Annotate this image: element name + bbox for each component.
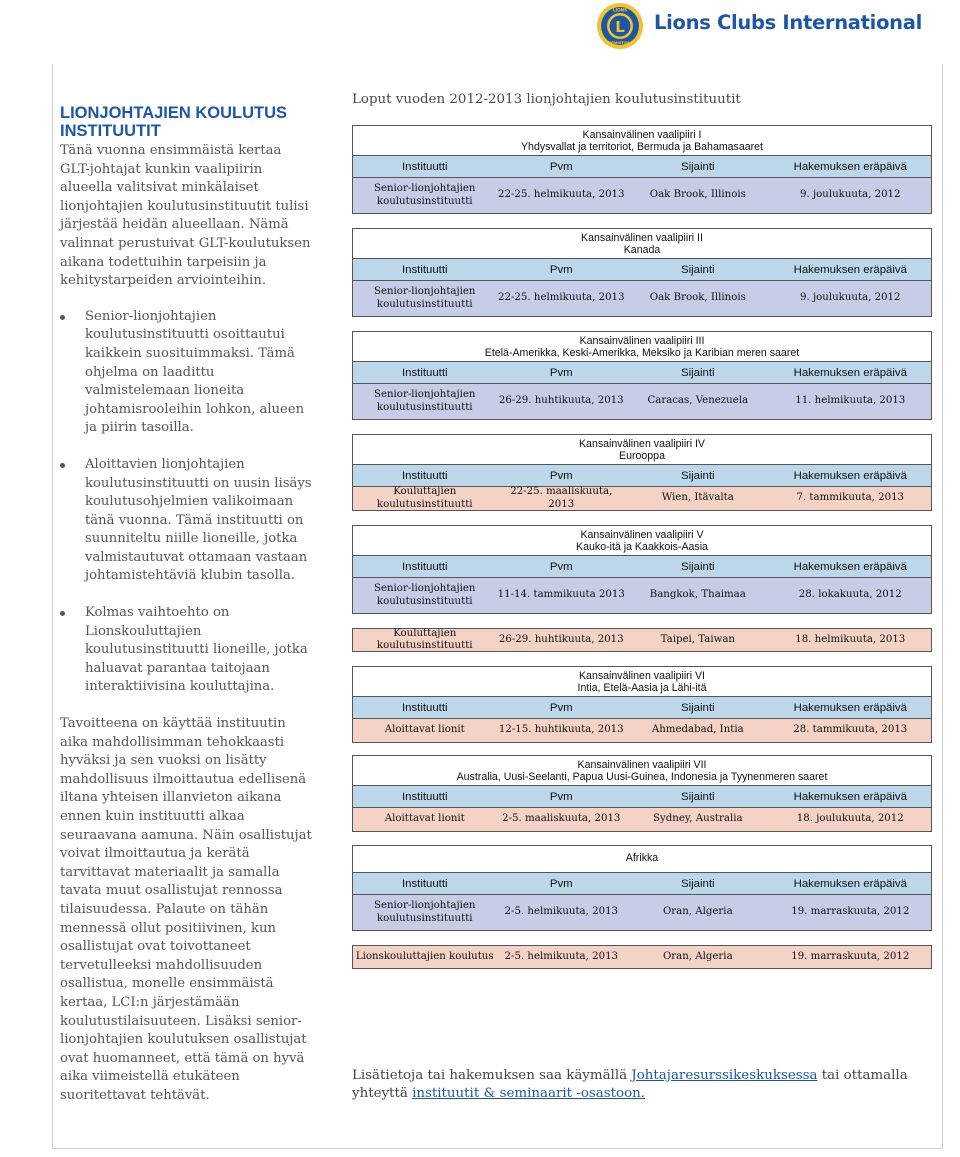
date-cell: 11-14. tammikuuta 2013	[497, 589, 625, 601]
institute-line: koulutusinstituutti	[376, 195, 473, 207]
column-header: Hakemuksen eräpäivä	[793, 877, 907, 890]
logo-text-top: LIONS	[612, 7, 628, 13]
deadline-cell: 19. marraskuuta, 2012	[791, 950, 910, 962]
column-header-row	[353, 785, 931, 807]
column-header: Hakemuksen eräpäivä	[793, 560, 907, 573]
deadline-cell: 18. joulukuuta, 2012	[796, 813, 904, 825]
institute-line: Aloittavat lionit	[384, 813, 465, 825]
institute-line: Senior-lionjohtajien	[373, 389, 476, 400]
location-cell: Caracas, Venezuela	[647, 395, 749, 407]
institute-cell	[353, 286, 497, 311]
institute-line: koulutusinstituutti	[376, 912, 473, 924]
bullet-item	[60, 604, 315, 697]
column-header: Sijainti	[681, 366, 715, 379]
institute-cell	[353, 813, 497, 826]
region-name	[353, 846, 931, 872]
column-header-row	[353, 696, 931, 718]
deadline-cell: 9. joulukuuta, 2012	[800, 189, 901, 201]
date-cell: 2-5. maaliskuuta, 2013	[502, 813, 621, 825]
region-name-line: Yhdysvallat ja territoriot, Bermuda ja Bahamasaaret	[520, 141, 763, 153]
right-column	[352, 92, 932, 969]
column-header-row	[353, 361, 931, 383]
column-header: Pvm	[549, 469, 573, 482]
region-name-line: Kansainvälinen vaalipiiri II	[581, 232, 703, 244]
institute-line: Kouluttajien koulutusinstituutti	[376, 486, 473, 510]
column-header: Hakemuksen eräpäivä	[793, 160, 907, 173]
column-header: Hakemuksen eräpäivä	[793, 701, 907, 714]
region-block	[352, 228, 932, 317]
column-header-row	[353, 464, 931, 486]
bullet-icon	[60, 315, 65, 320]
table-row	[352, 281, 932, 317]
column-header: Instituutti	[401, 469, 448, 482]
column-header: Pvm	[549, 790, 573, 803]
region-name	[353, 126, 931, 155]
region-header	[352, 666, 932, 719]
deadline-cell: 9. joulukuuta, 2012	[800, 292, 901, 304]
institute-line: Kouluttajien koulutusinstituutti	[376, 627, 473, 651]
left-outro: Tavoitteena on käyttää instituutin aika mahdollisimman tehokkaasti hyväksi ja sen vuoksi on lisätty mahdollisuus ilmoittautua edellisenä iltana yhteisen illanvieton aikana ennen kuin instituutti alkaa seuraavana aamuna. Näin osallistujat voivat ilmoittautua ja kerätä tarvittavat materiaalit ja samalla tavata muut osallistujat rennossa tilaisuudessa. Palaute on tähän mennessä ollut positiivinen, kun osallistujat ovat toivottaneet tervetulleeksi mahdollisuuden osallistua, monelle ensimmäistä kertaa, LCI:n järjestämään koulutustilaisuuteen. Lisäksi senior-lionjohtajien koulutuksen osallistujat ovat huomanneet, että tämä on hyvä aika viimeistellä etukäteen suoritettavat tehtävät.	[60, 716, 312, 1103]
column-header: Hakemuksen eräpäivä	[793, 263, 907, 276]
column-header: Sijainti	[681, 160, 715, 173]
deadline-cell: 7. tammikuuta, 2013	[796, 492, 905, 504]
region-name	[353, 229, 931, 258]
location-cell: Bangkok, Thaimaa	[649, 589, 746, 601]
location-cell: Oran, Algeria	[662, 950, 733, 962]
date-cell: 26-29. huhtikuuta, 2013	[498, 633, 624, 645]
location-cell: Sydney, Australia	[653, 813, 743, 825]
region-name-line: Kansainvälinen vaalipiiri V	[580, 529, 704, 541]
institute-line: Senior-lionjohtajien	[373, 286, 476, 297]
location-cell: Taipei, Taiwan	[660, 633, 735, 645]
institute-cell	[353, 951, 497, 964]
institute-cell	[353, 900, 497, 925]
region-name-line: Kanada	[623, 244, 661, 256]
region-block	[352, 845, 932, 969]
institute-line: koulutusinstituutti	[376, 595, 473, 607]
region-name-line: Kansainvälinen vaalipiiri I	[582, 129, 702, 141]
row-spacer	[352, 614, 932, 628]
schedule-title: Loput vuoden 2012-2013 lionjohtajien koulutusinstituutit	[352, 92, 741, 107]
region-name	[353, 756, 931, 785]
institute-line: Lionskouluttajien koulutus	[355, 950, 494, 962]
institute-line: Aloittavat lionit	[384, 724, 465, 736]
bullet-text: Senior-lionjohtajien koulutusinstituutti osoittautui kaikkein suosituimmaksi. Tämä ohjelma on laadittu valmistelemaan lioneita johtamisrooleihin lohkon, alueen ja piirin tasoilla.	[85, 308, 305, 436]
left-column	[60, 104, 315, 1106]
deadline-cell: 18. helmikuuta, 2013	[795, 633, 906, 645]
table-row	[352, 945, 932, 969]
column-header: Instituutti	[401, 790, 448, 803]
institute-cell	[353, 183, 497, 208]
date-cell: 12-15. huhtikuuta, 2013	[498, 724, 624, 736]
region-name	[353, 435, 931, 464]
date-cell: 2-5. helmikuuta, 2013	[504, 906, 619, 918]
region-name-line: Kansainvälinen vaalipiiri VI	[578, 670, 706, 682]
region-header	[352, 845, 932, 895]
region-header	[352, 125, 932, 178]
region-header	[352, 434, 932, 487]
region-block	[352, 434, 932, 511]
column-header: Sijainti	[681, 701, 715, 714]
column-header: Sijainti	[681, 469, 715, 482]
brand-name: Lions Clubs International	[654, 11, 922, 34]
region-block	[352, 755, 932, 832]
bullet-item	[60, 456, 315, 586]
region-header	[352, 228, 932, 281]
deadline-cell: 28. tammikuuta, 2013	[793, 724, 908, 736]
table-row	[352, 487, 932, 511]
deadline-cell: 28. lokakuuta, 2012	[798, 589, 902, 601]
table-row	[352, 895, 932, 931]
institute-line: Senior-lionjohtajien	[373, 900, 476, 911]
column-header: Hakemuksen eräpäivä	[793, 790, 907, 803]
column-header: Pvm	[549, 263, 573, 276]
column-header: Hakemuksen eräpäivä	[793, 366, 907, 379]
column-header-row	[353, 258, 931, 280]
page-header	[0, 0, 960, 50]
column-header: Instituutti	[401, 366, 448, 379]
column-header: Hakemuksen eräpäivä	[793, 469, 907, 482]
table-row	[352, 384, 932, 420]
institute-line: Senior-lionjohtajien	[373, 583, 476, 594]
leadership-resource-link[interactable]: Johtajaresurssikeskuksessa	[631, 1068, 818, 1083]
date-cell: 22-25. helmikuuta, 2013	[498, 292, 625, 304]
column-header: Sijainti	[681, 790, 715, 803]
region-name-line: Kansainvälinen vaalipiiri III	[579, 335, 705, 347]
column-header: Pvm	[549, 877, 573, 890]
location-cell: Wien, Itävalta	[661, 492, 734, 504]
column-header: Sijainti	[681, 560, 715, 573]
date-cell: 26-29. huhtikuuta, 2013	[498, 395, 624, 407]
institute-cell	[353, 389, 497, 414]
table-row	[352, 628, 932, 652]
institute-line: koulutusinstituutti	[376, 401, 473, 413]
footer-text-2: tai ottamalla yhteyttä	[352, 1068, 908, 1101]
region-block	[352, 525, 932, 652]
bullet-icon	[60, 611, 65, 616]
region-name	[353, 526, 931, 555]
row-spacer	[352, 931, 932, 945]
region-name-line: Kansainvälinen vaalipiiri IV	[578, 438, 706, 450]
bullet-icon	[60, 463, 65, 468]
column-header: Instituutti	[401, 560, 448, 573]
region-header	[352, 331, 932, 384]
bullet-text: Kolmas vaihtoehto on Lionskouluttajien koulutusinstituutti lioneille, jotka haluavat parantaa taitojaan interaktiivisina kouluttajina.	[85, 605, 308, 695]
column-header-row	[353, 555, 931, 577]
bullet-item	[60, 308, 315, 438]
region-name-line: Kauko-itä ja Kaakkois-Aasia	[576, 541, 708, 553]
logo-text-bottom: INTERNATIONAL	[604, 41, 636, 45]
region-block	[352, 125, 932, 214]
column-header: Instituutti	[401, 160, 448, 173]
column-header-row	[353, 155, 931, 177]
deadline-cell: 11. helmikuuta, 2013	[795, 395, 906, 407]
region-tables	[352, 125, 932, 969]
location-cell: Oak Brook, Illinois	[649, 292, 746, 304]
date-cell: 22-25. helmikuuta, 2013	[498, 189, 625, 201]
region-name-line: Afrikka	[625, 852, 659, 864]
footer-text-1: Lisätietoja tai hakemuksen saa käymällä	[352, 1068, 628, 1083]
deadline-cell: 19. marraskuuta, 2012	[791, 906, 910, 918]
bullet-text: Aloittavien lionjohtajien koulutusinstituutti on uusin lisäys koulutusohjelmien valikoimaan tänä vuonna. Tämä instituutti on suunniteltu niille lioneille, jotka valmistautuvat ottamaan vastaan johtamistehtäviä klubin tasolla.	[85, 456, 312, 584]
column-header: Pvm	[549, 366, 573, 379]
table-row	[352, 578, 932, 614]
region-block	[352, 666, 932, 743]
location-cell: Oran, Algeria	[662, 906, 733, 918]
table-row	[352, 178, 932, 214]
institute-cell	[353, 724, 497, 737]
footer-text	[352, 1067, 912, 1103]
table-row	[352, 808, 932, 832]
lions-logo	[596, 2, 644, 50]
date-cell: 22-25. maaliskuuta, 2013	[510, 486, 613, 510]
column-header: Sijainti	[681, 877, 715, 890]
region-name-line: Eurooppa	[619, 450, 665, 462]
institutes-seminars-link[interactable]: instituutit & seminaarit -osastoon.	[412, 1086, 646, 1101]
location-cell: Oak Brook, Illinois	[649, 189, 746, 201]
region-header	[352, 755, 932, 808]
location-cell: Ahmedabad, Intia	[651, 724, 744, 736]
column-header: Pvm	[549, 160, 573, 173]
bottom-border	[52, 1148, 943, 1149]
logo-letter: L	[615, 18, 625, 36]
left-intro: Tänä vuonna ensimmäistä kertaa GLT-johtajat kunkin vaalipiirin alueella valitsivat minkälaiset lionjohtajien koulutusinstituutit tulisi järjestää heidän alueellaan. Nämä valinnat perustuivat GLT-koulutuksen aikana todettuihin tarpeisiin ja kehitystarpeiden arviointeihin.	[60, 143, 311, 289]
region-block	[352, 331, 932, 420]
left-border	[52, 64, 53, 1149]
bullet-list	[60, 308, 315, 697]
column-header: Pvm	[549, 701, 573, 714]
right-border	[942, 64, 943, 1149]
column-header: Instituutti	[401, 701, 448, 714]
region-name	[353, 667, 931, 696]
institute-line: koulutusinstituutti	[376, 298, 473, 310]
region-name	[353, 332, 931, 361]
institute-cell	[353, 486, 497, 511]
region-name-line: Kansainvälinen vaalipiiri VII	[577, 759, 707, 771]
region-name-line: Intia, Etelä-Aasia ja Lähi-itä	[577, 682, 707, 694]
region-name-line: Australia, Uusi-Seelanti, Papua Uusi-Guinea, Indonesia ja Tyynenmeren saaret	[456, 771, 828, 783]
table-row	[352, 719, 932, 743]
column-header: Instituutti	[401, 877, 448, 890]
institute-line: Senior-lionjohtajien	[373, 183, 476, 194]
institute-cell	[353, 628, 497, 653]
region-header	[352, 525, 932, 578]
date-cell: 2-5. helmikuuta, 2013	[504, 950, 619, 962]
left-title: LIONJOHTAJIEN KOULUTUS INSTITUUTIT	[60, 104, 288, 140]
column-header: Pvm	[549, 560, 573, 573]
column-header-row	[353, 872, 931, 894]
column-header: Sijainti	[681, 263, 715, 276]
region-name-line: Etelä-Amerikka, Keski-Amerikka, Meksiko ja Karibian meren saaret	[484, 347, 800, 359]
column-header: Instituutti	[401, 263, 448, 276]
institute-cell	[353, 583, 497, 608]
